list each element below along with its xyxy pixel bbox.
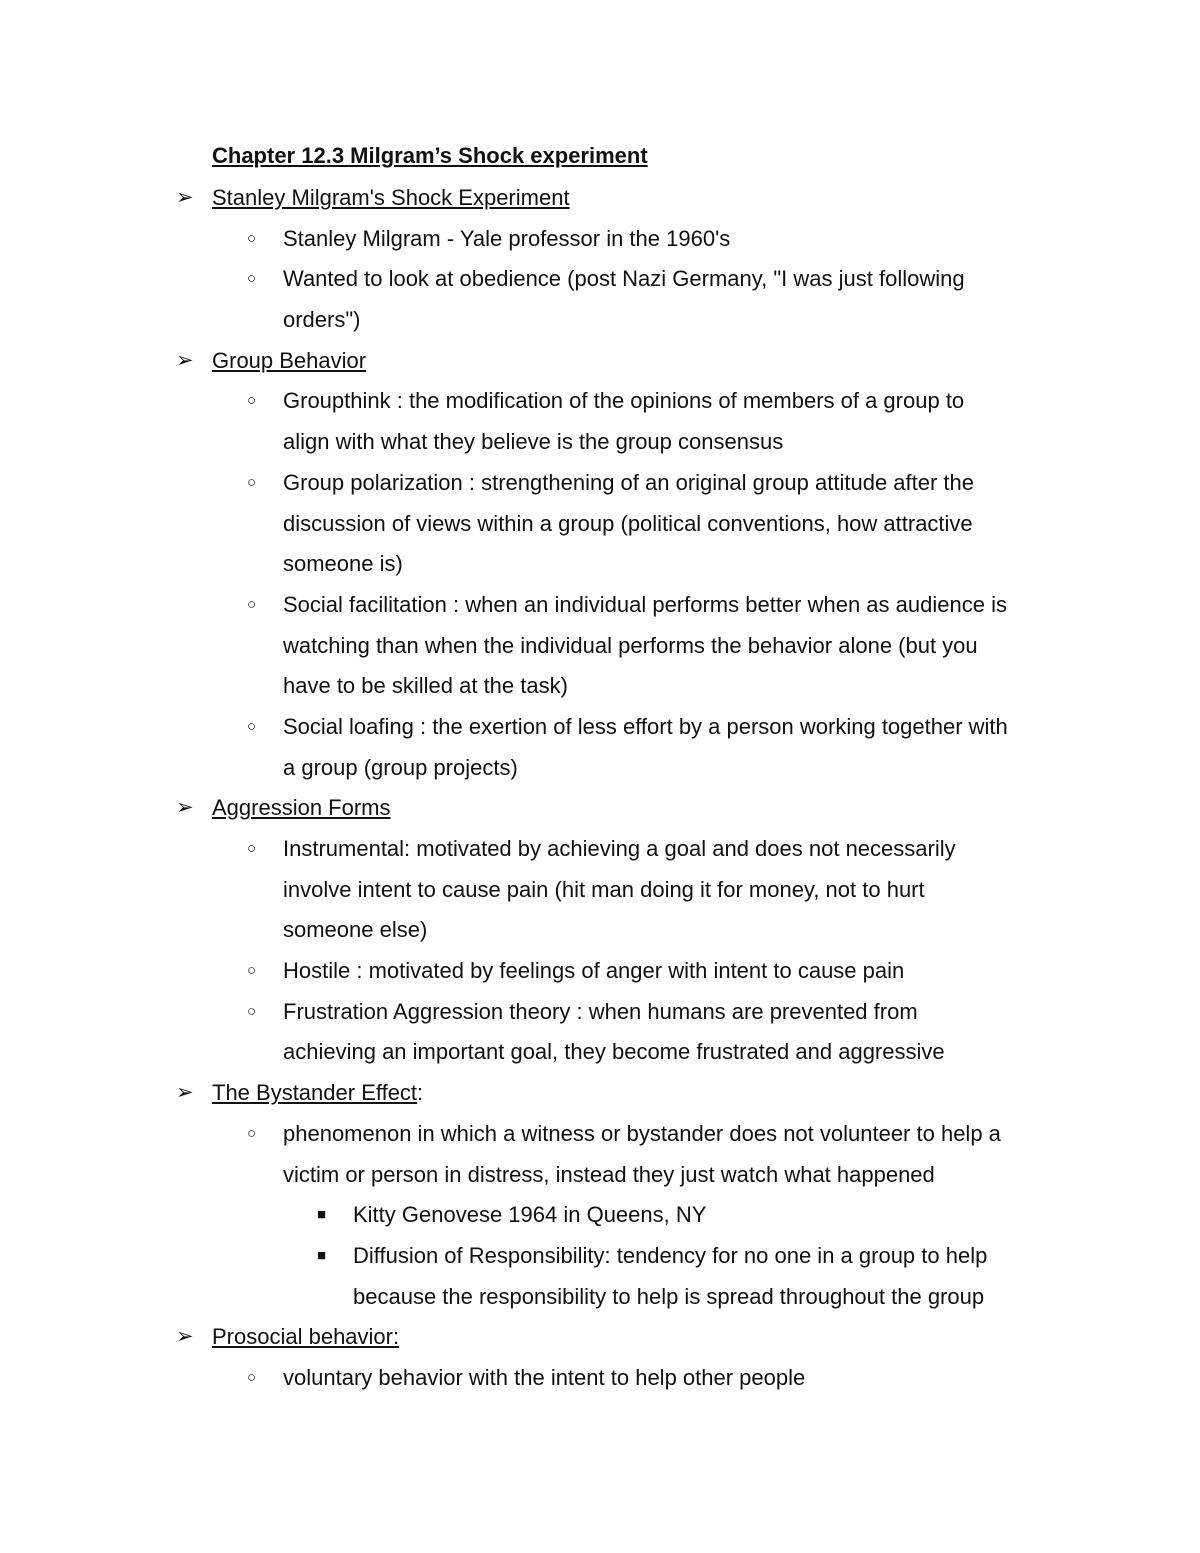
line-text: phenomenon in which a witness or bystander does not volunteer to help a	[283, 1120, 1001, 1146]
list-item	[0, 463, 1200, 504]
line-text: Wanted to look at obedience (post Nazi Germany, "I was just following	[283, 266, 965, 292]
line-text: because the responsibility to help is spread throughout the group	[353, 1283, 985, 1309]
line-text: achieving an important goal, they become frustrated and aggressive	[283, 1039, 945, 1065]
list-item	[0, 666, 1200, 707]
list-item	[0, 1155, 1200, 1196]
line-text: orders")	[283, 307, 361, 333]
line-text: watching than when the individual performs the behavior alone (but you	[283, 632, 978, 658]
line-text: victim or person in distress, instead they just watch what happened	[283, 1161, 935, 1187]
line-text: voluntary behavior with the intent to help other people	[283, 1364, 806, 1390]
list-item	[0, 585, 1200, 626]
line-text: someone else)	[283, 917, 428, 943]
line-text: Groupthink : the modification of the opinions of members of a group to	[283, 388, 965, 414]
line-text: Diffusion of Responsibility: tendency for no one in a group to help	[353, 1242, 988, 1268]
list-item	[0, 748, 1200, 789]
line-text: Group polarization : strengthening of an original group attitude after the	[283, 469, 975, 495]
circle-bullet-icon: ○	[247, 1368, 257, 1386]
sub-list-item	[0, 1195, 1200, 1236]
circle-bullet-icon: ○	[247, 229, 257, 247]
circle-bullet-icon: ○	[247, 392, 257, 410]
list-item	[0, 626, 1200, 667]
circle-bullet-icon: ○	[247, 717, 257, 735]
list-item	[0, 300, 1200, 341]
sub-list-item	[0, 1236, 1200, 1277]
list-item	[0, 829, 1200, 870]
circle-bullet-icon: ○	[247, 595, 257, 613]
line-text: Frustration Aggression theory : when humans are prevented from	[283, 998, 918, 1024]
line-text: involve intent to cause pain (hit man doing it for money, not to hurt	[283, 876, 925, 902]
section-heading	[0, 178, 1200, 219]
list-item	[0, 381, 1200, 422]
circle-bullet-icon: ○	[247, 1124, 257, 1142]
section-heading-text: Stanley Milgram's Shock Experiment	[212, 185, 570, 210]
arrow-bullet-icon: ➢	[176, 348, 194, 372]
outline-list	[0, 178, 1200, 1399]
list-item	[0, 951, 1200, 992]
arrow-bullet-icon: ➢	[176, 1325, 194, 1349]
section-heading-text: Aggression Forms	[212, 795, 391, 821]
list-item	[0, 992, 1200, 1033]
line-text: Hostile : motivated by feelings of anger with intent to cause pain	[283, 958, 905, 984]
section-heading	[0, 788, 1200, 829]
list-item	[0, 422, 1200, 463]
list-item	[0, 1114, 1200, 1155]
line-text: Stanley Milgram - Yale professor in the 1960's	[283, 225, 731, 251]
circle-bullet-icon: ○	[247, 1002, 257, 1020]
section-heading-text: Group Behavior	[212, 347, 367, 373]
square-bullet-icon: ■	[317, 1246, 327, 1264]
list-item	[0, 910, 1200, 951]
section-heading-suffix: :	[417, 1080, 424, 1106]
section-heading	[0, 1317, 1200, 1358]
line-text: a group (group projects)	[283, 754, 518, 780]
sub-list-item	[0, 1277, 1200, 1318]
circle-bullet-icon: ○	[247, 840, 257, 857]
section-heading	[0, 1073, 1200, 1114]
list-item	[0, 219, 1200, 260]
arrow-bullet-icon: ➢	[176, 1081, 194, 1105]
list-item	[0, 870, 1200, 911]
list-item	[0, 1032, 1200, 1073]
line-text: Social loafing : the exertion of less effort by a person working together with	[283, 713, 1008, 739]
page-title: Chapter 12.3 Milgram’s Shock experiment	[212, 143, 648, 168]
section-heading-text: Prosocial behavior:	[212, 1324, 400, 1350]
circle-bullet-icon: ○	[247, 270, 257, 288]
line-text: Instrumental: motivated by achieving a goal and does not necessarily	[283, 836, 956, 861]
list-item	[0, 259, 1200, 300]
section-heading-text: The Bystander Effect	[212, 1080, 418, 1106]
line-text: align with what they believe is the group consensus	[283, 429, 784, 455]
line-text: have to be skilled at the task)	[283, 673, 568, 699]
line-text: Social facilitation : when an individual performs better when as audience is	[283, 591, 1007, 617]
line-text: someone is)	[283, 551, 403, 577]
line-text: discussion of views within a group (political conventions, how attractive	[283, 510, 973, 536]
list-item	[0, 1358, 1200, 1399]
circle-bullet-icon: ○	[247, 473, 257, 491]
circle-bullet-icon: ○	[247, 962, 257, 980]
arrow-bullet-icon: ➢	[176, 796, 194, 820]
arrow-bullet-icon: ➢	[176, 186, 194, 209]
section-heading	[0, 341, 1200, 382]
square-bullet-icon: ■	[317, 1206, 327, 1224]
line-text: Kitty Genovese 1964 in Queens, NY	[353, 1202, 707, 1228]
list-item	[0, 504, 1200, 545]
list-item	[0, 544, 1200, 585]
list-item	[0, 707, 1200, 748]
